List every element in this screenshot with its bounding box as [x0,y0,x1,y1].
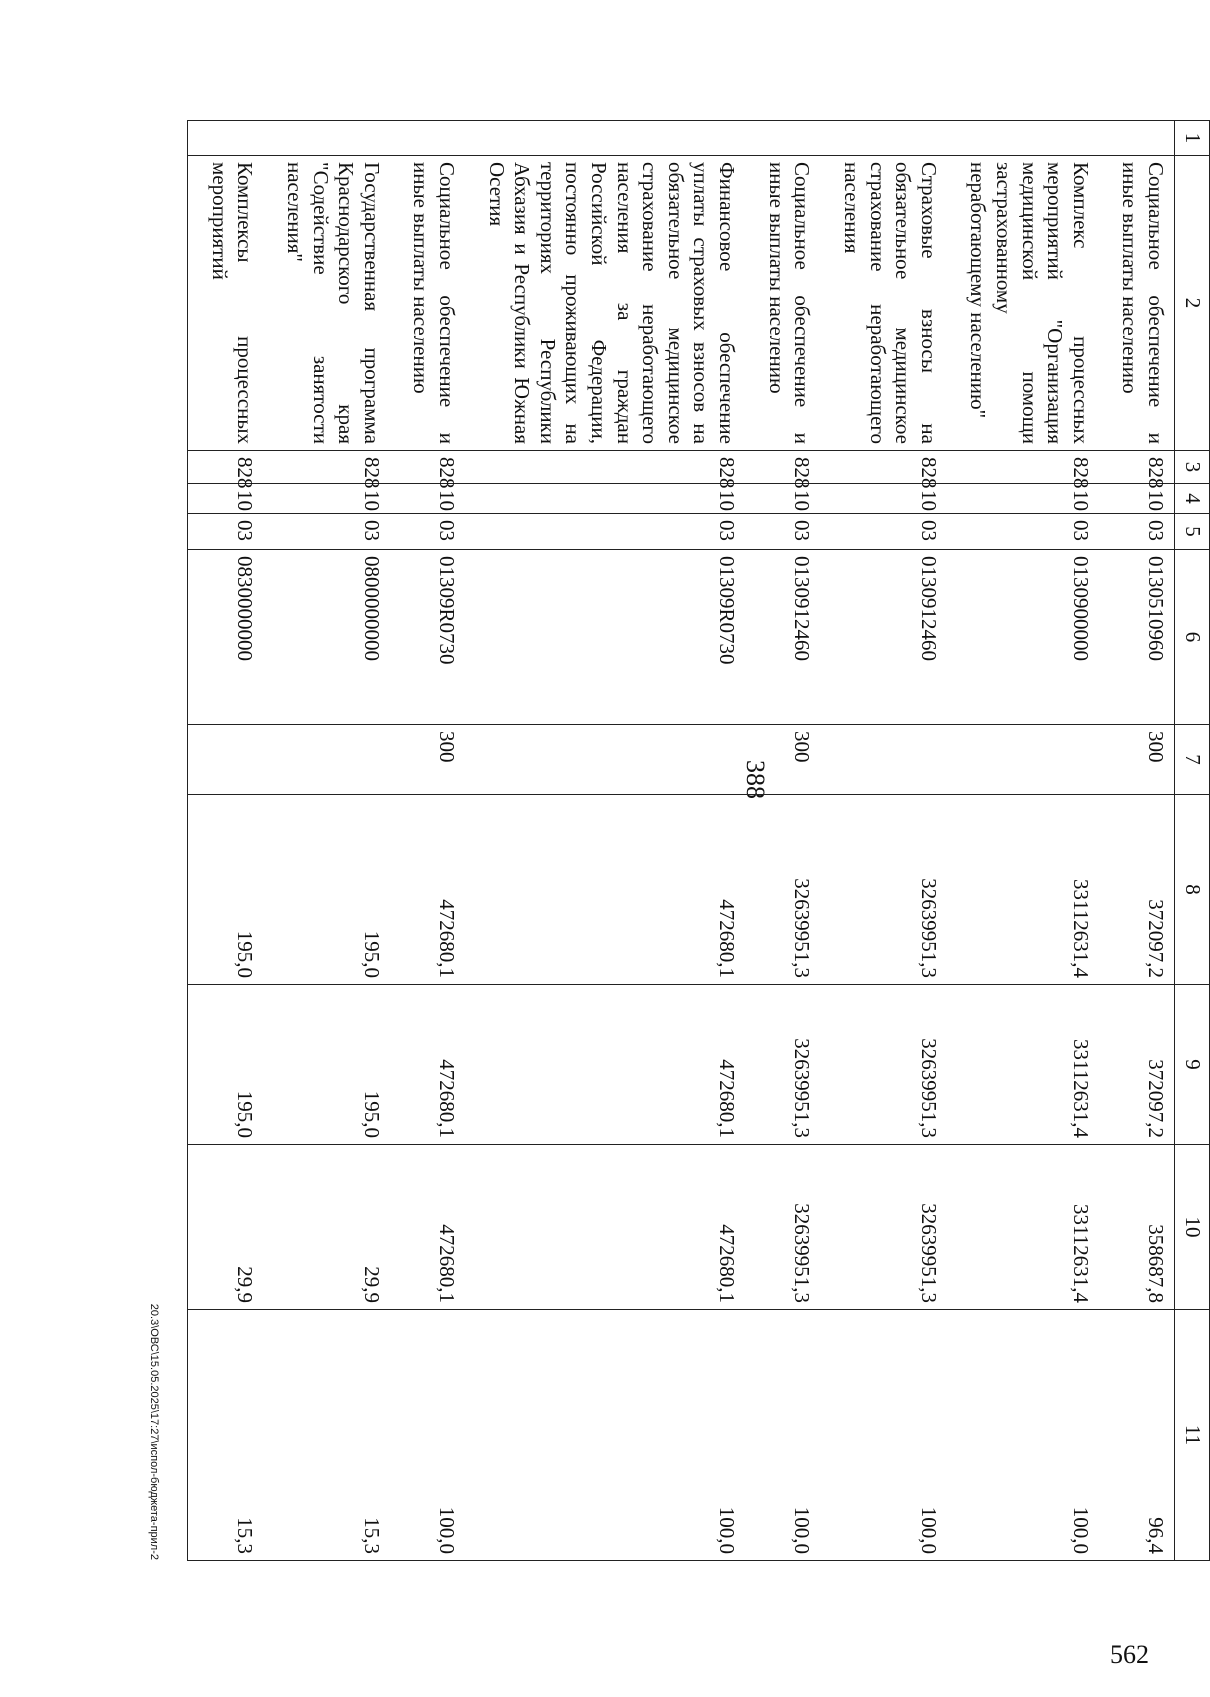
row-value-10: 29,9 [263,1145,389,1310]
table-row [263,121,389,1561]
row-target-article: 0130912460 [820,550,946,725]
row-target-article: 0130510960 [1099,550,1175,725]
row-target-article: 01309R0730 [390,550,465,725]
row-admin-code: 828 [745,451,820,484]
row-value-9: 372097,2 [1099,985,1175,1145]
column-header: 1 [1175,121,1210,156]
row-admin-code: 828 [263,451,389,484]
column-header: 6 [1175,550,1210,725]
row-value-10: 33112631,4 [947,1145,1099,1310]
row-subsection: 03 [263,514,389,550]
row-section: 10 [390,484,465,514]
table-row [188,121,264,1561]
row-number [390,121,465,156]
row-number [188,121,264,156]
row-percent: 100,0 [947,1310,1099,1561]
row-admin-code: 828 [465,451,745,484]
row-admin-code: 828 [1099,451,1175,484]
row-value-10: 32639951,3 [745,1145,820,1310]
row-target-article: 0830000000 [188,550,264,725]
row-value-9: 472680,1 [465,985,745,1145]
row-section: 10 [820,484,946,514]
table-row [820,121,946,1561]
row-percent: 15,3 [188,1310,264,1561]
row-number [745,121,820,156]
row-expense-type: 300 [1099,725,1175,795]
row-name: Комплекс процессных мероприятий "Организация медицинской помощи застрахованному неработающему населению" [947,156,1099,451]
rotated-page-content [90,60,1210,1560]
column-header: 3 [1175,451,1210,484]
row-percent: 100,0 [465,1310,745,1561]
row-name: Социальное обеспечение и иные выплаты населению [1099,156,1175,451]
row-subsection: 03 [1099,514,1175,550]
document-footer-code: 20.3\ОВС\15.05.2025\17:27\испол-бюджета-прил-2 [148,1303,160,1560]
row-expense-type [947,725,1099,795]
page-number: 388 [741,760,770,799]
row-value-10: 358687,8 [1099,1145,1175,1310]
row-section: 10 [465,484,745,514]
row-target-article: 0130900000 [947,550,1099,725]
row-expense-type: 300 [745,725,820,795]
row-section: 10 [263,484,389,514]
row-value-10: 472680,1 [465,1145,745,1310]
row-percent: 96,4 [1099,1310,1175,1561]
row-value-8: 33112631,4 [947,795,1099,985]
row-number [1099,121,1175,156]
row-section: 10 [188,484,264,514]
row-expense-type [465,725,745,795]
row-value-9: 32639951,3 [745,985,820,1145]
row-expense-type [188,725,264,795]
row-admin-code: 828 [390,451,465,484]
column-header: 4 [1175,484,1210,514]
column-header: 10 [1175,1145,1210,1310]
row-subsection: 03 [820,514,946,550]
row-number [820,121,946,156]
row-value-9: 195,0 [188,985,264,1145]
row-name: Социальное обеспечение и иные выплаты населению [390,156,465,451]
row-name: Государственная программа Краснодарского края "Содействие занятости населения" [263,156,389,451]
column-header: 7 [1175,725,1210,795]
column-header: 11 [1175,1310,1210,1561]
row-subsection: 03 [947,514,1099,550]
row-name: Социальное обеспечение и иные выплаты населению [745,156,820,451]
row-percent: 15,3 [263,1310,389,1561]
row-target-article: 01309R0730 [465,550,745,725]
table-body [188,121,1175,1561]
row-value-8: 472680,1 [465,795,745,985]
row-admin-code: 828 [820,451,946,484]
row-value-10: 32639951,3 [820,1145,946,1310]
column-header: 8 [1175,795,1210,985]
row-section: 10 [947,484,1099,514]
row-value-9: 472680,1 [390,985,465,1145]
row-admin-code: 828 [947,451,1099,484]
table-row [1099,121,1175,1561]
row-percent: 100,0 [820,1310,946,1561]
row-value-10: 472680,1 [390,1145,465,1310]
row-number [263,121,389,156]
row-percent: 100,0 [390,1310,465,1561]
row-admin-code: 828 [188,451,264,484]
row-value-8: 472680,1 [390,795,465,985]
column-header: 5 [1175,514,1210,550]
row-value-8: 195,0 [188,795,264,985]
row-value-8: 195,0 [263,795,389,985]
table-row [390,121,465,1561]
column-header: 9 [1175,985,1210,1145]
row-name: Комплексы процессных мероприятий [188,156,264,451]
row-percent: 100,0 [745,1310,820,1561]
row-section: 10 [745,484,820,514]
row-name: Страховые взносы на обязательное медицинское страхование неработающего населения [820,156,946,451]
table-row [465,121,745,1561]
row-value-9: 195,0 [263,985,389,1145]
row-value-10: 29,9 [188,1145,264,1310]
row-value-8: 32639951,3 [745,795,820,985]
table-row [947,121,1099,1561]
row-section: 10 [1099,484,1175,514]
row-expense-type [263,725,389,795]
row-subsection: 03 [745,514,820,550]
row-value-9: 32639951,3 [820,985,946,1145]
row-subsection: 03 [188,514,264,550]
row-target-article: 0800000000 [263,550,389,725]
row-target-article: 0130912460 [745,550,820,725]
table-header-row [1175,121,1210,1561]
budget-table [187,120,1210,1561]
row-name: Финансовое обеспечение уплаты страховых взносов на обязательное медицинское страхование неработающего населения за граждан Российской Федерации, постоянно проживающих на территориях Республики Абхазия и Республики Южная Осетия [465,156,745,451]
row-subsection: 03 [465,514,745,550]
column-header: 2 [1175,156,1210,451]
table-row [745,121,820,1561]
row-number [465,121,745,156]
row-value-9: 33112631,4 [947,985,1099,1145]
row-number [947,121,1099,156]
row-value-8: 372097,2 [1099,795,1175,985]
row-expense-type: 300 [390,725,465,795]
row-value-8: 32639951,3 [820,795,946,985]
sheet-number: 562 [1110,1640,1149,1669]
row-expense-type [820,725,946,795]
row-subsection: 03 [390,514,465,550]
